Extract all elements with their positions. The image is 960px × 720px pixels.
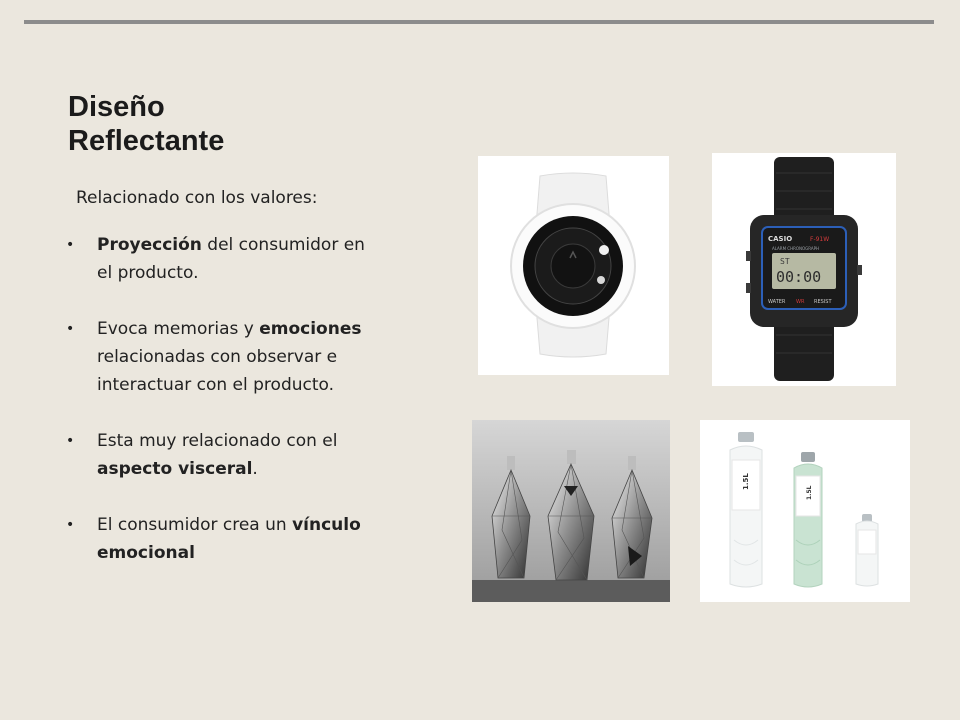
plastic-water-bottles-icon <box>700 420 910 602</box>
bullet-bold: vínculo emocional <box>97 515 361 563</box>
casio-display-top: ST <box>780 257 790 266</box>
bullet-text: . <box>252 459 258 479</box>
casio-water-text: WATER <box>768 299 786 305</box>
bullet-text: Evoca memorias y <box>97 319 260 339</box>
bullet-item <box>66 315 366 399</box>
casio-display: 00:00 <box>776 268 822 286</box>
bullet-text: relacionadas con observar e interactuar con el producto. <box>97 347 338 395</box>
bullet-bold: Proyección <box>97 235 202 255</box>
bullet-item <box>66 427 366 483</box>
bullet-dot: • <box>66 517 75 533</box>
slide-title-line-2: Reflectante <box>68 125 225 157</box>
casio-band-text: ALARM CHRONOGRAPH <box>772 246 820 251</box>
bullet-text: Esta muy relacionado con el <box>97 431 338 451</box>
bullet-item <box>66 511 366 567</box>
bullet-text: del consumidor en el producto. <box>97 235 365 283</box>
bullet-dot: • <box>66 237 75 253</box>
water-bottles-photo <box>700 420 910 602</box>
white-watch-photo <box>478 156 669 375</box>
top-rule <box>24 20 934 24</box>
bullet-item <box>66 231 366 287</box>
crystal-bottles-photo <box>472 420 670 602</box>
faceted-glass-bottles-icon <box>472 420 670 602</box>
bullet-dot: • <box>66 321 75 337</box>
white-watch-icon <box>478 156 669 375</box>
subtitle: Relacionado con los valores: <box>76 188 318 208</box>
casio-resist-text: RESIST <box>814 299 832 305</box>
bullet-text: El consumidor crea un <box>97 515 293 535</box>
slide-title-line-1: Diseño <box>68 91 165 123</box>
digital-watch-icon <box>712 153 896 386</box>
casio-brand-text: CASIO <box>768 235 793 243</box>
casio-model-text: F-91W <box>810 236 830 243</box>
bottle-label-large: 1.5L <box>742 473 750 490</box>
casio-wr-text: WR <box>796 299 805 305</box>
slide-title <box>68 90 428 158</box>
casio-watch-photo <box>712 153 896 386</box>
bullet-list <box>66 231 366 595</box>
bottle-label-green: 1.5L <box>806 485 813 500</box>
bullet-bold: emociones <box>259 319 362 339</box>
bullet-bold: aspecto visceral <box>97 459 253 479</box>
bullet-dot: • <box>66 433 75 449</box>
